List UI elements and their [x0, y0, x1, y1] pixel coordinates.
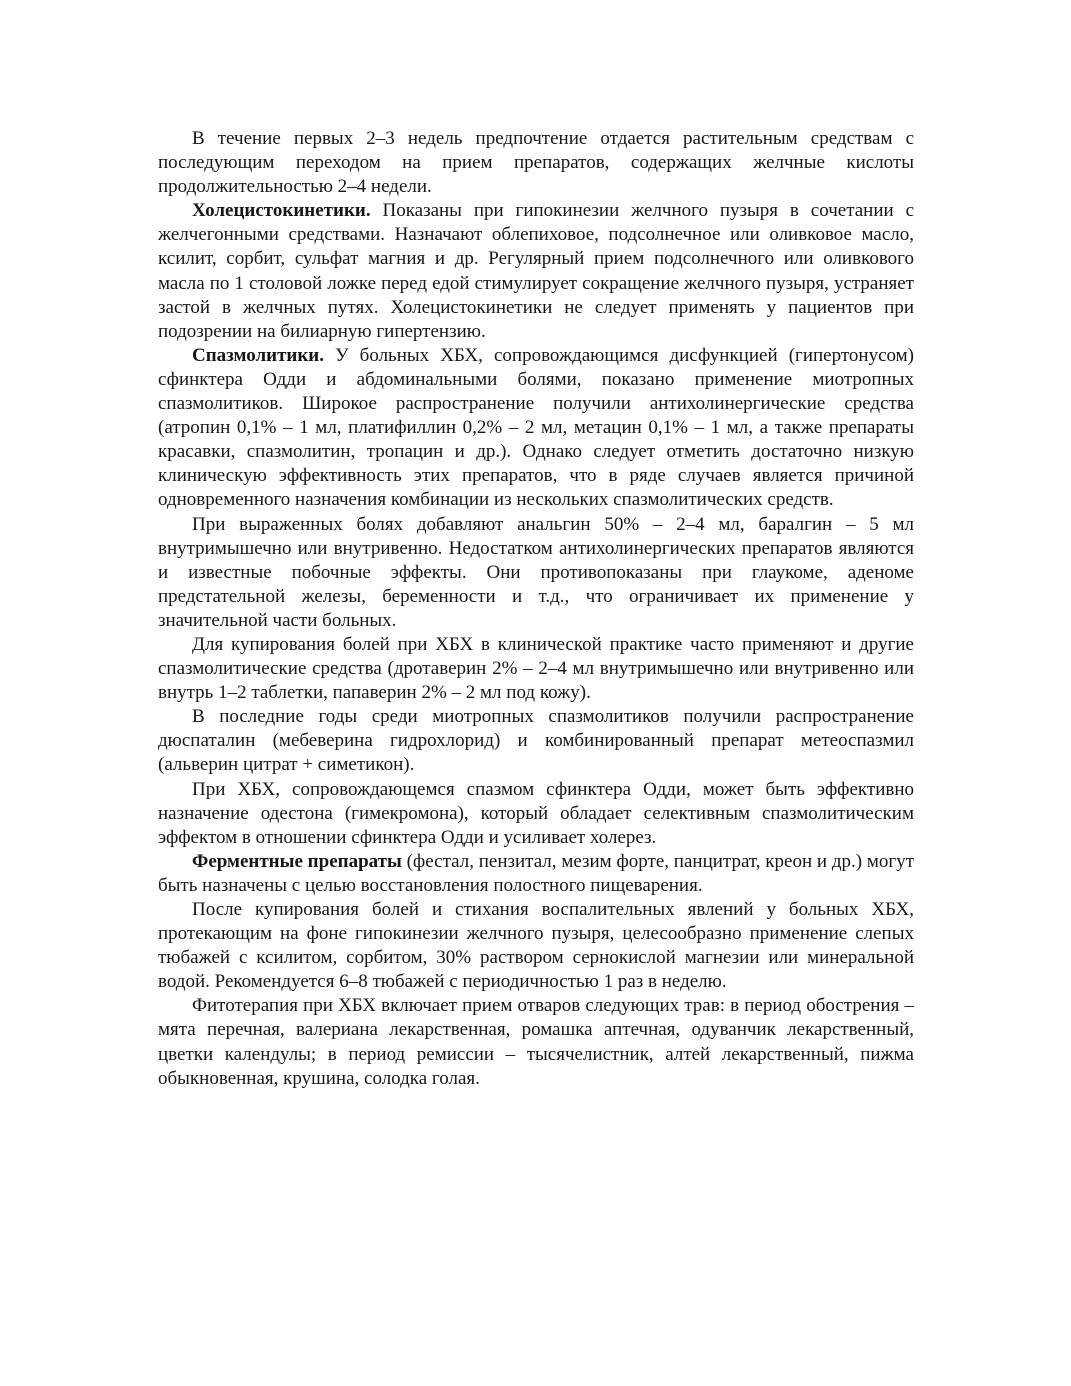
paragraph-text: После купирования болей и стихания воспалительных явлений у больных ХБХ, протекающим на фоне гипокинезии желчного пузыря, целесообразно применение слепых тюбажей с ксилитом, сорбитом, 30% раствором сернокислой магнезии или минеральной водой. Рекомендуется 6–8 тюбажей с периодичностью 1 раз в неделю. — [158, 899, 914, 993]
paragraph-text: При ХБХ, сопровождающемся спазмом сфинктера Одди, может быть эффективно назначение одестона (гимекромона), который обладает селективным спазмолитическим эффектом в отношении сфинктера Одди и усиливает холерез. — [158, 778, 914, 848]
section-heading: Холецистокинетики. — [192, 200, 371, 222]
paragraph-text: При выраженных болях добавляют анальгин 50% – 2–4 мл, баралгин – 5 мл внутримышечно или внутривенно. Недостатком антихолинергических препаратов являются и известные побочные эффекты. Они противопоказаны при глаукоме, аденоме предстательной железы, беременности и т.д., что ограничивает их применение у значительной части больных. — [158, 513, 914, 631]
paragraph-pain-relief — [158, 513, 914, 633]
paragraph-text: Фитотерапия при ХБХ включает прием отваров следующих трав: в период обострения – мята перечная, валериана лекарственная, ромашка аптечная, одуванчик лекарственный, цветки календулы; в период ремиссии – тысячелистник, алтей лекарственный, пижма обыкновенная, крушина, солодка голая. — [158, 995, 914, 1089]
paragraph-text: У больных ХБХ, сопровождающимся дисфункцией (гипертонусом) сфинктера Одди и абдоминальными болями, показано применение миотропных спазмолитиков. Широкое распространение получили антихолинергические средства (атропин 0,1% – 1 мл, платифиллин 0,2% – 2 мл, метацин 0,1% – 1 мл, а также препараты красавки, спазмолитин, тропацин и др.). Однако следует отметить достаточно низкую клиническую эффективность этих препаратов, что в ряде случаев является причиной одновременного назначения комбинации из нескольких спазмолитических средств. — [158, 344, 914, 511]
section-heading: Спазмолитики. — [192, 344, 325, 366]
paragraph-phytotherapy — [158, 994, 914, 1090]
paragraph-other-spasmolytics — [158, 633, 914, 705]
paragraph-text: (фестал, пензитал, мезим форте, панцитрат, креон и др.) могут быть назначены с целью восстановления полостного пищеварения. — [158, 850, 915, 896]
paragraph-text: В течение первых 2–3 недель предпочтение отдается растительным средствам с последующим переходом на прием препаратов, содержащих желчные кислоты продолжительностью 2–4 недели. — [158, 128, 914, 198]
paragraph-spasmolytics — [158, 344, 914, 513]
paragraph-intro — [158, 127, 914, 199]
paragraph-tubage — [158, 898, 914, 994]
paragraph-text: Для купирования болей при ХБХ в клинической практике часто применяют и другие спазмолитические средства (дротаверин 2% – 2–4 мл внутримышечно или внутривенно или внутрь 1–2 таблетки, папаверин 2% – 2 мл под кожу). — [158, 633, 914, 704]
section-heading: Ферментные препараты — [192, 850, 402, 872]
paragraph-text: Показаны при гипокинезии желчного пузыря в сочетании с желчегонными средствами. Назначают облепиховое, подсолнечное или оливковое масло, ксилит, сорбит, сульфат магния и др. Регулярный прием подсолнечного или оливкового масла по 1 столовой ложке перед едой стимулирует сокращение желчного пузыря, устраняет застой в желчных путях. Холецистокинетики не следует применять у пациентов при подозрении на билиарную гипертензию. — [158, 200, 914, 342]
paragraph-odeston — [158, 778, 914, 850]
paragraph-text: В последние годы среди миотропных спазмолитиков получили распространение дюспаталин (мебеверина гидрохлорид) и комбинированный препарат метеоспазмил (альверин цитрат + симетикон). — [158, 706, 914, 776]
paragraph-myotropic — [158, 705, 914, 777]
document-page — [158, 127, 914, 1091]
paragraph-enzymes — [158, 850, 914, 898]
paragraph-cholecystokinetics — [158, 199, 914, 344]
